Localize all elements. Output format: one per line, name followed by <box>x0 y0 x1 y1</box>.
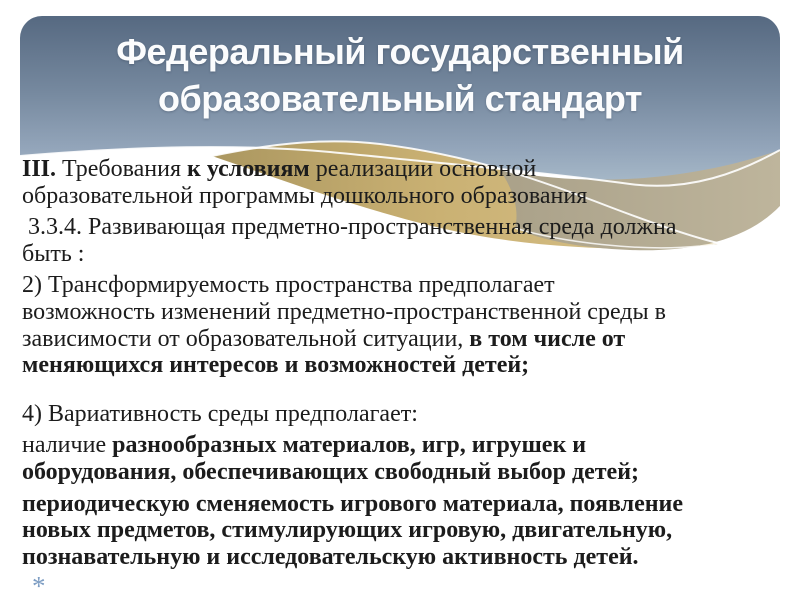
text-run: Требования <box>56 156 188 182</box>
body-text-line <box>22 401 788 428</box>
text-run: наличие <box>22 432 113 459</box>
body-paragraph <box>22 156 788 209</box>
slide-body <box>22 156 788 600</box>
body-text-line <box>22 241 788 268</box>
slide-title-line: образовательный стандарт <box>157 78 643 119</box>
text-run: 3.3.4. Развивающая предметно-пространственная среда должна <box>22 214 677 241</box>
slide-title-line: Федеральный государственный <box>116 31 684 72</box>
text-run: в том числе от <box>469 325 626 352</box>
text-run: периодическую сменяемость игрового материала, появление <box>22 490 684 517</box>
body-text-line <box>22 432 788 459</box>
text-run: оборудования, обеспечивающих свободный выбор детей; <box>22 458 640 485</box>
body-paragraph <box>22 432 788 485</box>
body-text-line <box>22 156 788 183</box>
text-run: зависимости от образовательной ситуации, <box>22 325 470 352</box>
body-text-line <box>22 299 788 326</box>
text-run: новых предметов, стимулирующих игровую, двигательную, <box>22 517 673 544</box>
text-run: познавательную и исследовательскую активность детей. <box>22 543 639 570</box>
body-text-line <box>22 517 788 544</box>
body-text-line <box>22 491 788 518</box>
text-run: быть : <box>22 240 85 267</box>
text-run: к условиям <box>187 156 310 182</box>
text-run: 2) Трансформируемость пространства предполагает <box>22 272 555 299</box>
bullet-asterisk-icon: * <box>32 571 46 600</box>
body-paragraph <box>22 214 788 267</box>
body-paragraph <box>22 401 788 428</box>
body-paragraph <box>22 491 788 571</box>
text-run: III. <box>22 156 57 182</box>
empty-bullet-item <box>22 571 788 600</box>
text-run: разнообразных материалов, игр, игрушек и <box>112 432 587 459</box>
text-run: 4) Вариативность среды предполагает: <box>22 400 418 427</box>
body-text-line <box>22 544 788 571</box>
body-text-line <box>22 352 788 379</box>
text-run: реализации основной <box>309 156 537 182</box>
text-run: образовательной программы дошкольного образования <box>22 182 588 209</box>
slide-title <box>30 28 770 122</box>
paragraph-spacer <box>22 379 788 401</box>
body-paragraph <box>22 272 788 378</box>
text-run: меняющихся интересов и возможностей детей; <box>22 352 530 379</box>
text-run: возможность изменений предметно-пространственной среды в <box>22 298 666 325</box>
body-text-line <box>22 183 788 210</box>
body-text-line <box>22 272 788 299</box>
body-text-line <box>22 326 788 353</box>
body-text-line <box>22 459 788 486</box>
body-text-line <box>22 214 788 241</box>
